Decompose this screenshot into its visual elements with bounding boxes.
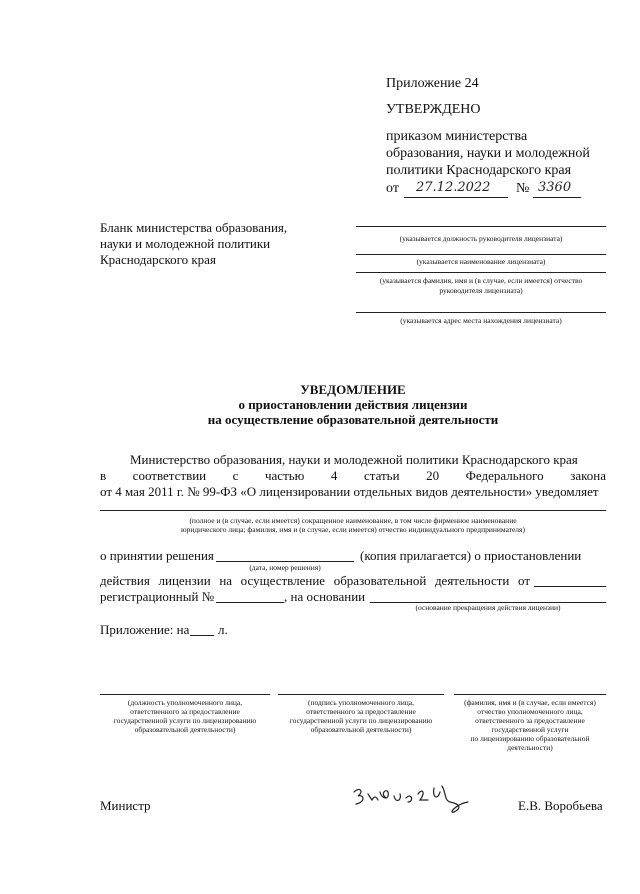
registration-label: регистрационный № [100, 589, 215, 604]
title-line-1: УВЕДОМЛЕНИЕ [300, 382, 406, 397]
letterhead-line-3: Краснодарского края [100, 252, 216, 267]
body-line-2-word: соответствии [132, 468, 207, 483]
signature-position-caption [96, 698, 274, 734]
addressee-head-line [356, 272, 606, 273]
signature-name-caption-line: (фамилия, имя и (в случае, если имеется) [464, 698, 596, 707]
body-line-2-word: закона [570, 468, 606, 483]
order-number-field [533, 182, 581, 198]
registration-number-field [216, 587, 284, 603]
signature-name-line [454, 694, 606, 695]
license-activity-word: на [219, 573, 233, 588]
license-activity-word: от [517, 573, 530, 588]
license-activity-word: осуществление [240, 573, 326, 588]
order-date-field [404, 182, 508, 198]
body-line-2-word: с [232, 468, 239, 483]
body-line-2-word: Федерального [465, 468, 544, 483]
addressee-position-line [356, 226, 606, 227]
basis-caption: (основание прекращения действия лицензии) [415, 603, 561, 612]
approved-label: УТВЕРЖДЕНО [386, 102, 481, 117]
order-line-3: политики Краснодарского края [386, 163, 572, 178]
signature-name-caption-line: по лицензированию образовательной [470, 734, 590, 743]
license-date-field [534, 571, 606, 587]
addressee-caption-name: (указывается наименование лицензиата) [416, 257, 546, 266]
signature-position-line [100, 694, 270, 695]
order-line-2: образования, науки и молодежной [386, 146, 590, 161]
body-line-2 [100, 468, 606, 484]
licensee-caption-1: (полное и (в случае, если имеется) сокращенное наименование, в том числе фирменное наименование [189, 516, 517, 525]
addressee-name-line [356, 254, 606, 255]
signature-name-caption-line: деятельности) [507, 743, 553, 752]
minister-name: Е.В. Воробьева [518, 798, 603, 813]
order-line-1: приказом министерства [386, 129, 528, 144]
minister-label: Министр [100, 798, 151, 813]
order-date-value: 27.12.2022 [416, 180, 491, 195]
license-activity-word: действия [100, 573, 150, 588]
order-number-value: 3360 [538, 180, 572, 195]
attachment-prefix: Приложение: на [100, 622, 190, 637]
signature-position-caption-line: образовательной деятельности) [134, 725, 236, 734]
signature-sign-caption-line: (подпись уполномоченного лица, [308, 698, 414, 707]
body-line-2-word: статьи [363, 468, 400, 483]
decision-prefix: о принятии решения [100, 548, 214, 563]
addressee-caption-address: (указывается адрес места нахождения лицензиата) [400, 316, 562, 325]
licensee-line [100, 510, 606, 511]
signature-sign-line [278, 694, 444, 695]
order-from-label: от [386, 181, 399, 196]
title-line-3: на осуществление образовательной деятельности [207, 412, 499, 427]
attachment-suffix: л. [218, 622, 228, 637]
decision-caption: (дата, номер решения) [249, 563, 321, 572]
body-line-2-word: 4 [330, 468, 338, 483]
body-line-2-word: 20 [426, 468, 440, 483]
body-line-2-word: частью [264, 468, 305, 483]
body-line-3: от 4 мая 2011 г. № 99-ФЗ «О лицензировании отдельных видов деятельности» уведомляет [100, 484, 599, 499]
body-line-1: Министерство образования, науки и молодежной политики Краснодарского края [130, 452, 578, 467]
signature-name-caption-line: ответственного за предоставление [475, 716, 585, 725]
signature-name-caption [446, 698, 614, 752]
decision-date-number-field [216, 546, 354, 562]
addressee-caption-position: (указывается должность руководителя лицензиата) [399, 234, 563, 243]
attachment-pages-field [190, 620, 214, 636]
body-line-2-word: в [100, 468, 107, 483]
addressee-caption-head-1: (указывается фамилия, имя и (в случае, если имеется) отчество [379, 276, 583, 285]
addressee-caption-head-2: руководителя лицензиата) [439, 286, 523, 295]
decision-suffix: (копия прилагается) о приостановлении [360, 548, 582, 563]
basis-field [370, 587, 606, 603]
signature-position-caption-line: (должность уполномоченного лица, [127, 698, 243, 707]
license-activity-word: лицензии [158, 573, 211, 588]
license-activity-word: образовательной [333, 573, 427, 588]
order-number-label: № [516, 181, 530, 196]
license-activity-word: деятельности [434, 573, 510, 588]
addressee-address-line [356, 312, 606, 313]
letterhead-line-1: Бланк министерства образования, [100, 220, 288, 235]
basis-label: , на основании [284, 589, 366, 604]
signature-sign-caption-line: государственной услуги по лицензированию [289, 716, 433, 725]
signature-position-caption-line: ответственного за предоставление [130, 707, 240, 716]
licensee-caption-2: юридического лица; фамилия, имя и (в случае, если имеется) отчество индивидуального предпринимателя) [181, 525, 525, 534]
signature-sign-caption-line: образовательной деятельности) [310, 725, 412, 734]
appendix-label: Приложение 24 [386, 76, 479, 91]
title-line-2: о приостановлении действия лицензии [238, 397, 468, 412]
signature-position-caption-line: государственной услуги по лицензированию [113, 716, 257, 725]
signature-name-caption-line: отчество уполномоченного лица, [477, 707, 583, 716]
signature-name-caption-line: государственной услуги [491, 725, 569, 734]
signature-sign-caption [272, 698, 450, 734]
handwritten-signature [350, 778, 480, 818]
letterhead-line-2: науки и молодежной политики [100, 236, 271, 251]
signature-sign-caption-line: ответственного за предоставление [306, 707, 416, 716]
